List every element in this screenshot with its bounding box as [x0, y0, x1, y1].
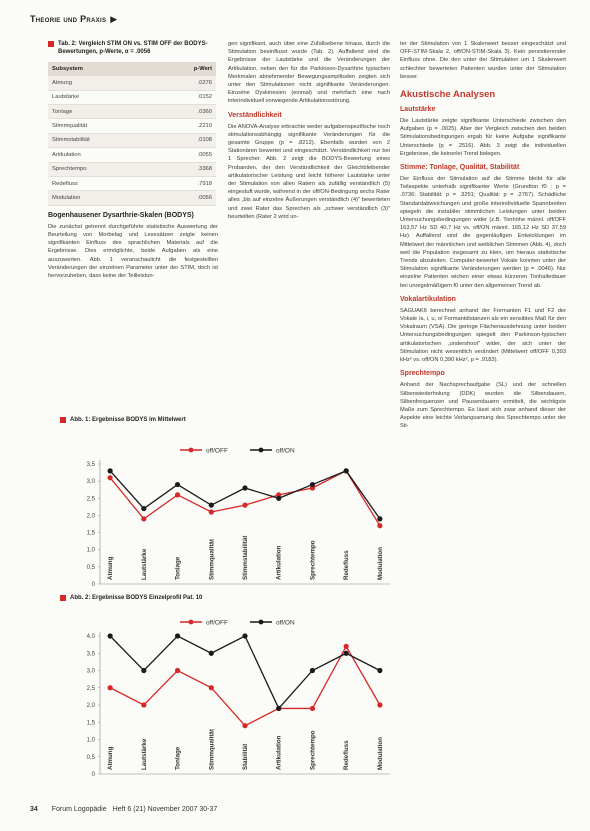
stimme-heading: Stimme: Tonlage, Qualität, Stabilität	[400, 164, 520, 172]
journal-issue: Heft 6 (21) November 2007 30-37	[112, 806, 218, 813]
legend-marker	[189, 448, 194, 453]
figure-1	[60, 416, 400, 597]
y-tick-label: 4,0	[86, 634, 95, 640]
col3-paragraph-3: Der Einfluss der Stimulation auf die Stimme bleibt für alle Teilaspekte unterhalb signifikanter Werte (Grundton f0 : p = .0736; Stabilität: p = .3251; Qualität: p = .2767). Schädliche Standardabweichungen und große interindividuelle Spannbreiten spiegeln die instabiler stimmlichen Leistungen unter beiden Untersuchungsbedingungen wider (z.B. Tonhöhe männl. off/OFF 163,57 Hz SD 40,7 Hz vs. off/ON männl. 165,12 Hz SD 37,59 Hz). Auffallend sind die gegenläufigen Entwicklungen im Mittelwert der männlichen und weiblichen Stimmen (Abb. 4), doch weil die Population insgesamt zu klein, um hieraus statistische Trends abzuleiten. Computer-bewertet Vokale konnten unter der Stimulation signifikante Veränderungen werden (p = .0046). Nur einzelne Patienten wichen einer etwas kürzeren Tonhaltedauer bei unregelmäßigem f0 unter den allgemeinen Trend ab.	[400, 176, 566, 289]
x-tick-label: Redefluss	[343, 740, 351, 770]
legend-label: off/OFF	[206, 619, 228, 627]
data-point	[141, 668, 146, 673]
legend-marker	[259, 620, 264, 625]
data-point	[141, 702, 146, 707]
legend-marker	[189, 620, 194, 625]
x-tick-label: Artikulation	[275, 735, 283, 770]
figure-2-caption: Abb. 2: Ergebnisse BODYS Einzelprofil Pat. 10	[60, 594, 400, 602]
arrow-right-icon: ▶	[110, 14, 118, 24]
data-point	[377, 516, 382, 521]
data-point	[242, 723, 247, 728]
table2-caption: Tab. 2: Vergleich STIM ON vs. STIM OFF der BODYS-Bewertungen, p-Werte, α = .0056	[48, 40, 218, 56]
col2-paragraph-2: Die ANOVA-Analyse erbrachte weder aufgabenspezifische noch stimulationsabhängig signifikante Veränderungen für die gesamte Gruppe (p = .8212). Ebenfalls wurden von 2 Stationären bewertet und eingeschätzt. Verständlichkeit nur bei 1 Sprecher. Abb. 2 zeigt die BODYS-Bewertung eines Probanden, der den Verständlichkeit der Gleichbleibender artikulatorischer Leistung und leicht höherer Lautstärke unter der Stimulation von allen Ratern als zufällig verständlich (5) eingestuft wurde, während in der off/ON-Bedingung sechs Rater alles „bis auf einzelne Äußerungen verständlich (4)" bewerteten und zwei Rater das Sprechen als „schwer verständlich (3)" beurteilten (Rater 2 wird un-	[228, 123, 390, 220]
data-point	[175, 492, 180, 497]
data-point	[310, 482, 315, 487]
y-tick-label: 2,0	[86, 513, 95, 520]
column-2	[228, 40, 390, 224]
column-1	[48, 40, 218, 283]
y-tick-label: 1,5	[86, 720, 95, 727]
x-tick-label: Modulation	[376, 737, 384, 770]
data-point	[377, 668, 382, 673]
data-point	[141, 506, 146, 511]
y-tick-label: 2,0	[86, 703, 95, 709]
series-line	[110, 646, 380, 725]
section-title: Theorie und Praxis	[30, 14, 107, 24]
sprechtempo-heading: Sprechtempo	[400, 370, 445, 378]
table-row: Sprechtempo .3368	[48, 162, 216, 176]
lautstaerke-heading: Lautstärke	[400, 106, 436, 114]
col3-paragraph-5: Anhand der Nachsprechaufgabe (SL) und der schnellen Silbenwiederholung (DDK) wurden die Silbendauern, Silbenfrequenzen und Pausendauern ermittelt, die wichtigste Maße zum Sprechtempo. Es lässt sich zwar anhand dieser der Aspekte eine leichte Verlangsamung des Sprechtempo unter der Sti-	[400, 382, 566, 430]
x-tick-label: Sprechtempo	[309, 540, 317, 580]
series-line	[110, 471, 380, 519]
y-tick-label: 3,5	[86, 651, 95, 658]
col3-paragraph-1: ter der Stimulation von 1 Skalenwert besser eingeschätzt und OFF-STIM-Skala 2, off/ON-STIM-Skala 3). Kein persistierender Einfluss ohne. Die den unter der Stimulation um 1 Skalenwert schlechter bewerteten Patienten wurden unter der Stimulation besser.	[400, 41, 566, 80]
table2	[48, 62, 216, 206]
y-tick-label: 3,0	[86, 668, 95, 675]
data-point	[108, 468, 113, 473]
series-line	[110, 471, 380, 526]
data-point	[344, 468, 349, 473]
x-tick-label: Lautstärke	[140, 738, 148, 770]
x-tick-label: Modulation	[376, 547, 384, 580]
data-point	[209, 503, 214, 508]
x-tick-label: Artikulation	[275, 545, 283, 580]
y-tick-label: 0	[91, 772, 95, 778]
legend-label: off/ON	[276, 619, 295, 627]
x-tick-label: Stimmstabilität	[242, 535, 249, 580]
y-tick-label: 0,5	[86, 754, 95, 761]
table-row: Atmung .0276	[48, 76, 216, 90]
chart-1	[60, 424, 400, 592]
table-row: Stimmqualität .2210	[48, 119, 216, 133]
legend-label: off/ON	[276, 447, 295, 455]
table-row: Redefluss .7918	[48, 176, 216, 190]
x-tick-label: Lautstärke	[140, 548, 148, 580]
x-tick-label: Stimmqualität	[208, 729, 216, 770]
figure-2	[60, 594, 400, 789]
table-row: Lautstärke .0152	[48, 90, 216, 104]
data-point	[276, 706, 281, 711]
y-tick-label: 1,0	[86, 737, 95, 744]
table-row: Stimmstabilität .0108	[48, 133, 216, 147]
data-point	[276, 496, 281, 501]
red-square-icon	[60, 595, 66, 601]
data-point	[209, 685, 214, 690]
legend-marker	[259, 448, 264, 453]
bodys-heading: Bogenhausener Dysarthrie-Skalen (BODYS)	[48, 211, 194, 219]
red-square-icon	[48, 41, 54, 47]
y-tick-label: 3,0	[86, 479, 95, 486]
x-tick-label: Stabilität	[242, 743, 249, 770]
data-point	[377, 702, 382, 707]
data-point	[242, 485, 247, 490]
legend-label: off/OFF	[206, 447, 228, 455]
section-header	[30, 14, 117, 25]
red-square-icon	[60, 417, 66, 423]
x-tick-label: Sprechtempo	[309, 730, 317, 770]
col1-paragraph: Die zunächst getrennt durchgeführte statistische Auswertung der Beurteilung von Morbelag und Lesesätzen zeigte keinen signifikanten Einfluss des sprachlichen Materials auf die Ergebnisse. Dies ermöglichte, beide Aufgaben als eine auszuwerten. Abb. 1 veranschaulicht die festgestellten Veränderungen der einzelnen Parameter unter der STIM, doch ist hervorzuheben, dass keine der Teilleistun-	[48, 223, 218, 279]
table2-col-p: p-Wert	[155, 62, 216, 76]
column-3	[400, 40, 566, 434]
x-tick-label: Tonlage	[174, 746, 182, 770]
data-point	[108, 685, 113, 690]
data-point	[175, 482, 180, 487]
x-tick-label: Tonlage	[174, 556, 182, 580]
data-point	[344, 644, 349, 649]
data-point	[209, 651, 214, 656]
vokalartikulation-heading: Vokalartikulation	[400, 295, 456, 303]
y-tick-label: 2,5	[86, 685, 95, 692]
journal-name: Forum Logopädie	[51, 806, 107, 813]
data-point	[242, 503, 247, 508]
data-point	[209, 509, 214, 514]
data-point	[108, 633, 113, 638]
table-row: Artikulation .0055	[48, 148, 216, 162]
figure-1-caption: Abb. 1: Ergebnisse BODYS im Mittelwert	[60, 416, 400, 424]
col2-paragraph-1: gen signifikant, auch über eine Zufallsebene hinaus, durch die Stimulation beeinflusst wurde (Tab. 2). Auffallend sind die Ergebnisse der Lautstärke und die Veränderungen der Artikulation, neben den für die Parkinson-Dysarthrie typischen Merkmalen abnehmender Bewegungsamplituden zeigten sich unter den Stimulationen nicht signifikante Veränderungen. Einzelne Dyskinesien (einmal) und mehrfach eine nach interindividuell vorwiegende Artikulationsstörung.	[228, 41, 390, 105]
y-tick-label: 0,5	[86, 564, 95, 571]
col3-paragraph-4: SAGUAK6 berechnet anhand der Formanten F1 und F2 der Vokale /a, i, u, o/ Formantdistanzen als ein sensibles Maß für den Vokalraum (VSA). Die geringe Flächenausdehnung unter beiden Untersuchungsbedingungen spiegelt den Parkinson-typischen artikulatorischen „undershoot" wider, der sich unter der Stimulation nicht wesentlich verändert (Mittelwert off/OFF 0,393 kHz² vs. off/ON 0,390 kHz², p = .9183).	[400, 307, 566, 364]
chart-2	[60, 602, 400, 784]
data-point	[344, 651, 349, 656]
data-point	[310, 706, 315, 711]
data-point	[141, 516, 146, 521]
verstaendlichkeit-heading: Verständlichkeit	[228, 111, 282, 119]
data-point	[175, 633, 180, 638]
table-row: Modulation .0056	[48, 191, 216, 205]
data-point	[310, 668, 315, 673]
y-tick-label: 3,5	[86, 462, 95, 468]
x-tick-label: Redefluss	[343, 550, 351, 580]
y-tick-label: 2,5	[86, 496, 95, 503]
data-point	[377, 523, 382, 528]
x-tick-label: Atmung	[107, 556, 115, 580]
y-tick-label: 0	[91, 582, 95, 588]
x-tick-label: Stimmqualität	[208, 539, 216, 580]
table2-col-subsystem: Subsystem	[48, 62, 155, 76]
data-point	[108, 475, 113, 480]
col3-paragraph-2: Die Lautstärke zeigte signifikante Unterschiede zwischen den Aufgaben (p = .0025). Aber der Vergleich zwischen den beiden Stimulationsbedingungen ergab für keine Aufgabe signifikante Unterschiede (p = .2516). Abb. 3 zeigt die individuellen Ergebnisse, die keinerlei Trend belegen.	[400, 118, 566, 157]
akustische-analysen-heading: Akustische Analysen	[400, 89, 496, 101]
data-point	[175, 668, 180, 673]
x-tick-label: Atmung	[107, 746, 115, 770]
table-row: Tonlage .0360	[48, 104, 216, 118]
data-point	[242, 633, 247, 638]
y-tick-label: 1,0	[86, 547, 95, 554]
y-tick-label: 1,5	[86, 530, 95, 537]
page-number: 34	[30, 806, 38, 813]
footer	[30, 806, 217, 813]
